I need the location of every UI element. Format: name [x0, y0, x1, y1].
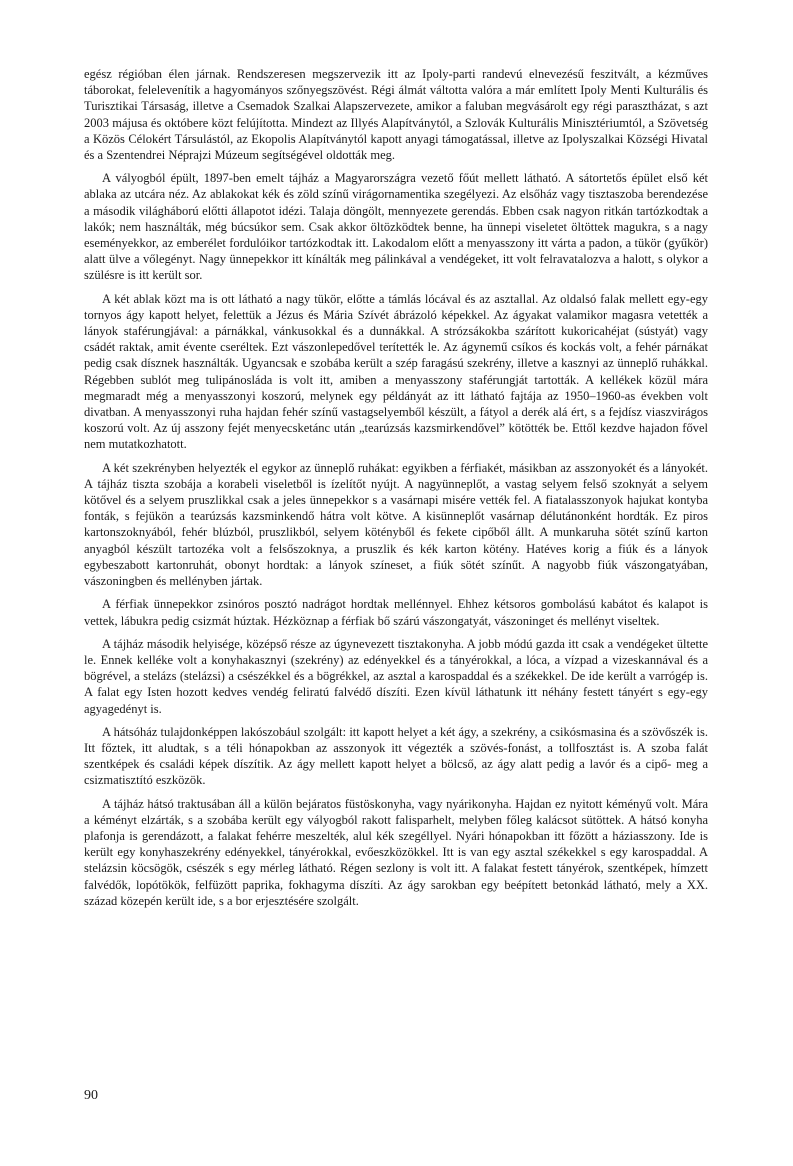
page-body: [84, 66, 708, 916]
paragraph-8: A tájház hátsó traktusában áll a külön bejáratos füstöskonyha, vagy nyárikonyha. Hajdan ez nyitott kéményű volt. Mára a kéményt elzárták, s a szobába került egy vályogból rakott falisparhelt, melyben főleg kalácsot sütöttek. A hátsó konyha plafonja is gerendázott, a falakat fehérre meszelték, alul kék szegéllyel. Nyári hónapokban itt főzött a háziasszony. Ide is került egy konyhaszekrény edényekkel, tányérokkal, evőeszközökkel. Itt is van egy asztal székekkel s egy karospaddal. A stelázsin köcsögök, csészék s egy mérleg látható. Régen sezlony is volt itt. A falakat festett tányérok, szentképek, hímzett falvédők, lopótökök, felfüzött paprika, fokhagyma díszíti. Az ágy sarokban egy beépített betonkád látható, mely a XX. század közepén került ide, s a bor erjesztésére szolgált.: [84, 796, 708, 908]
paragraph-7: A hátsóház tulajdonképpen lakószobául szolgált: itt kapott helyet a két ágy, a szekrény, a csikósmasina és a szövőszék is. Itt főztek, itt aludtak, s a téli hónapokban az asszonyok itt végezték a szövés-fonást, a tollfosztást is. A szoba falát szentképek és családi képek díszítik. Az ágy mellett kapott helyet a bölcső, az ágy alatt pedig a lavór és a cipő- meg a csizmatisztító eszközök.: [84, 724, 708, 788]
page-number: 90: [84, 1088, 98, 1103]
paragraph-3: A két ablak közt ma is ott látható a nagy tükör, előtte a támlás lócával és az asztallal. Az oldalsó falak mellett egy-egy tornyos ágy kapott helyet, felettük a Jézus és Mária Szívét ábrázoló képekkel. Az ágyakat valamikor magasra vetették a lányok staférungjával: a párnákkal, vánkusokkal és a dunnákkal. A strózsákokba szárított kukoricahéjat (sústyát) vagy csádét raktak, amit évente cseréltek. Ezt vászonlepedővel terítették le. Az ágynemű csíkos és kockás volt, a fehér párnákat pedig csak dísznek használták. Ugyancsak e szobába került a szép faragású szekrény, illetve a kasznyi az ünneplő ruhákkal. Régebben sublót meg tulipánosláda is volt itt, amiben a menyasszony staférungját tartották. A kellékek közül mára megmaradt még a menyasszonyi koszorú, melynek egy példányát az itt látható fajtája az 1950–1960-as években volt divatban. A menyasszonyi ruha hajdan fehér színű vastagselyemből készült, a fátyol a derék alá ért, s a fejdísz viaszvirágos koszorú volt. Az új asszony fejét menyecsketánc után „tearúzsás kazsmirkendővel” kötötték be. Ettől kezdve hajadon fővel nem mutatkozhatott.: [84, 291, 708, 452]
paragraph-4: A két szekrényben helyezték el egykor az ünneplő ruhákat: egyikben a férfiakét, másikban az asszonyokét és a lányokét. A tájház tiszta szobája a korabeli viseletből is ízelítőt nyújt. A nagyünneplőt, a vastag selyem felső szoknyát a selyem kötővel és a selyem pruszlikkal csak a jeles ünnepekkor s a vasárnapi misére vették fel. A fiatalasszonyok hajukat kontyba fonták, s fejükön a tearúzsás kazsminkendő hátra volt kötve. A kisünneplőt vasárnap délutánonként hordták. Ez piros kartonszoknyából, fehér blúzból, pruszlikból, selyem kötényből és fekete cipőből állt. A munkaruha sötét színű karton anyagból készült tartozéka volt a felsőszoknya, a pruszlik és kék karton kötény. Hatéves korig a fiúk és a lányok egybeszabott kartonruhát, obonyt hordtak: a lányok színeset, a fiúk sötét színűt. A nagyobb fiúk vászongatyában, vászoningben és mellényben jártak.: [84, 460, 708, 589]
paragraph-2: A vályogból épült, 1897-ben emelt tájház a Magyarországra vezető főút mellett látható. A sátortetős épület első két ablaka az utcára néz. Az ablakokat kék és zöld színű virágornamentika szegélyezi. Az elsőház vagy tisztaszoba berendezése a második világháború előtti állapotot idézi. Talaja döngölt, mennyezete gerendás. Ebben csak nagyon ritkán tartózkodtak a lakók; nem használták, még búcsúkor sem. Csak akkor öltözködtek benne, ha ünnepi viseletet öltöttek magukra, s a nagy eseményekkor, az emberélet fordulóikor tartózkodtak itt. Lakodalom előtt a menyasszony itt várta a padon, a tükör (gyűkör) alatt ülve a vőlegényt. Nagy ünnepekkor itt kínálták meg pálinkával a vendégeket, itt volt felravatalozva a halott, s olykor a szülésre is itt került sor.: [84, 171, 708, 283]
paragraph-6: A tájház második helyisége, középső része az úgynevezett tisztakonyha. A jobb módú gazda itt csak a vendégeket ültette le. Ennek kelléke volt a konyhakasznyi (szekrény) az edényekkel és a tányérokkal, a lóca, a vízpad a vizeskannával és a bögrével, a stelázs (stelázsi) a csészékkel és a bögrékkel, az asztal a karospaddal és a székekkel. De ide került a varrógép is. A falat egy Isten hozott kedves vendég feliratú falvédő díszíti. Ezen kívül láthatunk itt néhány festett tányért s egy-egy agyagedényt is.: [84, 636, 708, 716]
paragraph-5: A férfiak ünnepekkor zsinóros posztó nadrágot hordtak mellénnyel. Ehhez kétsoros gombolású kabátot és kalapot is vettek, lábukra pedig csizmát húztak. Hézköznap a férfiak bő szárú vászongatyát, vászoninget és mellényt viseltek.: [84, 597, 708, 628]
paragraph-1: egész régióban élen járnak. Rendszeresen megszervezik itt az Ipoly-parti randevú elnevezésű feszitvált, a kézműves táborokat, felelevenítik a hagyományos szőnyegszövést. Régi álmát váltotta valóra a már említett Ipoly Menti Kulturális és Turisztikai Társaság, illetve a Csemadok Szalkai Alapszervezete, amikor a faluban megvásárolt egy régi parasztházat, s azt 2003 májusa és októbere közt felújította. Mindezt az Illyés Alapítványtól, a Szlovák Kulturális Minisztériumtól, a Szövetség a Közös Célokért Társulástól, az Ekopolis Alapítványtól kapott anyagi támogatással, illetve az Ipolyszalkai Községi Hivatal és a Szentendrei Néprajzi Múzeum segítségével oldották meg.: [84, 67, 708, 163]
